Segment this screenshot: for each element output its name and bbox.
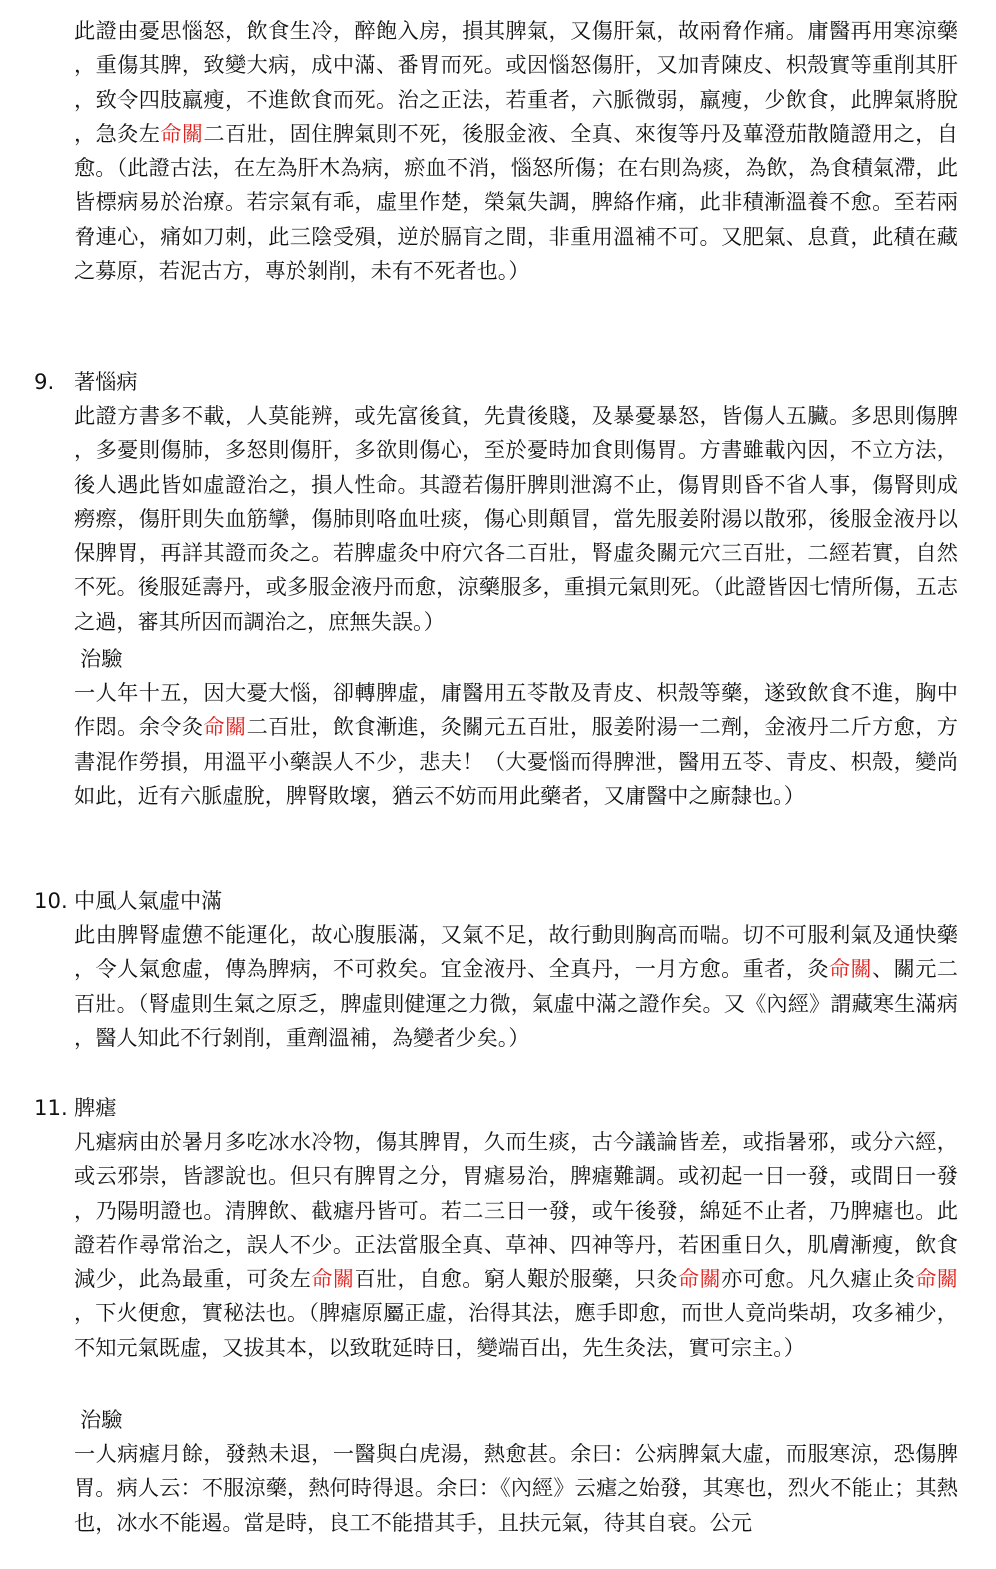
case-text-1: 一人年十五，因大憂大惱，卻轉脾虛，庸醫用五苓散及青皮、枳殼等藥，遂致飲食不進，胸中作悶。余令灸 bbox=[74, 680, 958, 740]
section-number: 10. bbox=[34, 888, 68, 913]
intro-text-2: 二百壯，固住脾氣則不死，後服金液、全真、來復等丹及蓽澄茄散隨證用之，自愈。（此證古法，在左為肝木為病，瘀血不消，惱怒所傷；在右則為痰，為飲，為食積氣滯，此皆標病易於治療。若宗氣有乖，虛里作楚，榮氣失調，脾絡作痛，此非積漸溫養不愈。至若兩脅連心，痛如刀刺，此三陰受殞，逆於膈肓之間，非重用溫補不可。又肥氣、息賁，此積在藏之募原，若泥古方，專於剝削，未有不死者也。） bbox=[74, 120, 958, 284]
section-title: 脾瘧 bbox=[74, 1095, 117, 1120]
section-heading-11 bbox=[34, 1091, 116, 1125]
section-10-text-1: 此由脾腎虛憊不能運化，故心腹脹滿，又氣不足，故行動則胸高而喘。切不可服利氣及通快藥，令人氣愈虛，傳為脾病，不可救矣。宜金液丹、全真丹，一月方愈。重者，灸 bbox=[74, 922, 958, 982]
section-title: 中風人氣虛中滿 bbox=[74, 888, 223, 913]
mingguan-highlight: 命關 bbox=[160, 120, 204, 146]
section-title: 著惱病 bbox=[74, 369, 138, 394]
section-number: 9. bbox=[34, 369, 55, 394]
section-11-text-3: 亦可愈。凡久瘧止灸 bbox=[721, 1266, 916, 1292]
mingguan-highlight: 命關 bbox=[828, 956, 873, 982]
case-paragraph-9 bbox=[74, 676, 958, 813]
mingguan-highlight: 命關 bbox=[915, 1266, 958, 1292]
case-paragraph-11: 一人病瘧月餘，發熱未退，一醫與白虎湯，熱愈甚。余曰：公病脾氣大虛，而服寒涼，恐傷脾胃。病人云：不服涼藥，熱何時得退。余曰：《內經》云瘧之始發，其寒也，烈火不能止；其熱也，冰水不能遏。當是時，良工不能措其手，且扶元氣，待其自衰。公元 bbox=[74, 1441, 958, 1535]
mingguan-highlight: 命關 bbox=[203, 714, 247, 740]
case-text-2: 二百壯，飲食漸進，灸關元五百壯，服姜附湯一二劑，金液丹二斤方愈，方書混作勞損，用溫平小藥誤人不少，悲夫！（大憂惱而得脾泄，醫用五苓、青皮、枳殼，變尚如此，近有六脈虛脫，脾腎敗壞，猶云不妨而用此藥者，又庸醫中之廝隸也。） bbox=[74, 714, 958, 808]
section-10-text-2: 、關元二百壯。（腎虛則生氣之原乏，脾虛則健運之力微，氣虛中滿之證作矣。又《內經》謂藏寒生滿病，醫人知此不行剝削，重劑溫補，為變者少矣。） bbox=[74, 956, 958, 1050]
section-10-paragraph bbox=[74, 918, 958, 1055]
section-11-text-4: ，下火便愈，實秘法也。（脾瘧原屬正虛，治得其法，應手即愈，而世人竟尚柴胡，攻多補少，不知元氣既虛，又拔其本，以致耽延時日，變端百出，先生灸法，實可宗主。） bbox=[74, 1300, 958, 1360]
section-11-text-1: 凡瘧病由於暑月多吃冰水冷物，傷其脾胃，久而生痰，古今議論皆差，或指暑邪，或分六經，或云邪崇，皆謬說也。但只有脾胃之分，胃瘧易治，脾瘧難調。或初起一日一發，或間日一發，乃陽明證也。清脾飲、截瘧丹皆可。若二三日一發，或午後發，綿延不止者，乃脾瘧也。此證若作尋常治之，誤人不少。正法當服全真、草神、四神等丹，若困重日久，肌膚漸瘦，飲食減少，此為最重，可灸左 bbox=[74, 1129, 958, 1292]
section-11-paragraph bbox=[74, 1125, 958, 1365]
case-label-9: 治驗 bbox=[80, 646, 123, 671]
mingguan-highlight: 命關 bbox=[677, 1266, 722, 1292]
case-label-11: 治驗 bbox=[80, 1407, 123, 1432]
intro-paragraph bbox=[74, 14, 958, 288]
section-heading-9 bbox=[34, 365, 138, 399]
section-11-text-2: 百壯，自愈。窮人艱於服藥，只灸 bbox=[354, 1266, 678, 1292]
section-heading-10 bbox=[34, 884, 222, 918]
section-number: 11. bbox=[34, 1095, 68, 1120]
mingguan-highlight: 命關 bbox=[311, 1266, 355, 1292]
section-9-paragraph: 此證方書多不載，人莫能辨，或先富後貧，先貴後賤，及暴憂暴怒，皆傷人五臟。多思則傷脾，多憂則傷肺，多怒則傷肝，多欲則傷心，至於憂時加食則傷胃。方書雖載內因，不立方法，後人遇此皆如虛證治之，損人性命。其證若傷肝脾則泄瀉不止，傷胃則昏不省人事，傷腎則成癆瘵，傷肝則失血筋攣，傷肺則咯血吐痰，傷心則顛冒，當先服姜附湯以散邪，後服金液丹以保脾胃，再詳其證而灸之。若脾虛灸中府穴各二百壯，腎虛灸關元穴三百壯，二經若實，自然不死。後服延壽丹，或多服金液丹而愈，涼藥服多，重損元氣則死。（此證皆因七情所傷，五志之過，審其所因而調治之，庶無失誤。） bbox=[74, 403, 958, 634]
intro-text-1: 此證由憂思惱怒，飲食生冷，醉飽入房，損其脾氣，又傷肝氣，故兩脅作痛。庸醫再用寒涼藥，重傷其脾，致變大病，成中滿、番胃而死。或因惱怒傷肝，又加青陳皮、枳殼實等重削其肝，致令四肢羸瘦，不進飲食而死。治之正法，若重者，六脈微弱，羸瘦，少飲食，此脾氣將脫，急灸左 bbox=[74, 18, 958, 146]
